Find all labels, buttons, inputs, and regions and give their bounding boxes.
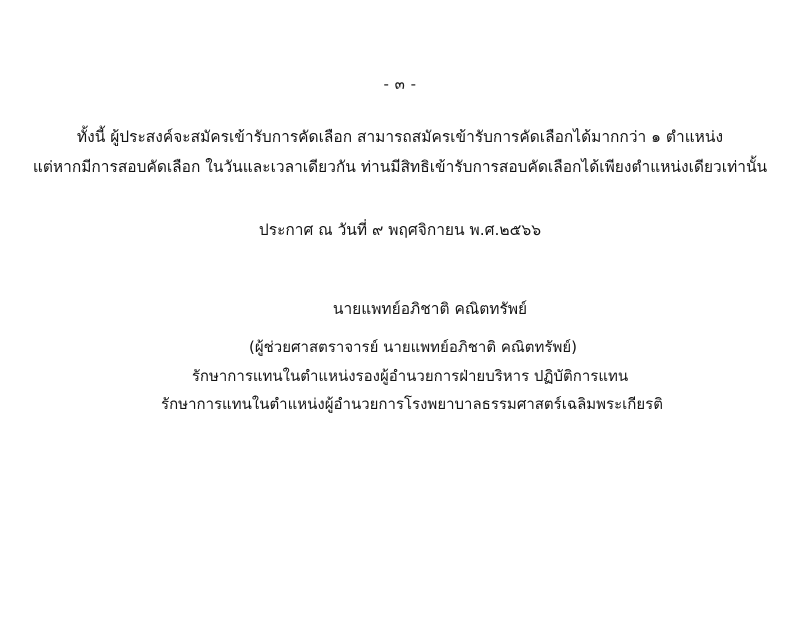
signatory-name: นายแพทย์อภิชาติ คณิตทรัพย์ — [332, 300, 528, 318]
signatory-role-line-1: รักษาการแทนในตำแหน่งรองผู้อำนวยการฝ่ายบริหาร ปฏิบัติการแทน — [191, 367, 629, 385]
document-page — [0, 72, 800, 622]
page-number: - ๓ - — [383, 75, 417, 93]
paragraph-line-2: แต่หากมีการสอบคัดเลือก ในวันและเวลาเดียวกัน ท่านมีสิทธิเข้ารับการสอบคัดเลือกได้เพียงตำแหน่งเดียวเท่านั้น — [32, 158, 768, 176]
announcement-date: ประกาศ ณ วันที่ ๙ พฤศจิกายน พ.ศ.๒๕๖๖ — [258, 221, 542, 239]
signatory-name-parenthetical: (ผู้ช่วยศาสตราจารย์ นายแพทย์อภิชาติ คณิตทรัพย์) — [248, 338, 578, 356]
body-paragraph — [0, 122, 800, 182]
signatory-role-line-2: รักษาการแทนในตำแหน่งผู้อำนวยการโรงพยาบาลธรรมศาสตร์เฉลิมพระเกียรติ — [161, 395, 663, 413]
paragraph-line-1: ทั้งนี้ ผู้ประสงค์จะสมัครเข้ารับการคัดเลือก สามารถสมัครเข้ารับการคัดเลือกได้มากกว่า ๑ ตำแหน่ง — [76, 128, 724, 146]
signature-block — [0, 294, 800, 418]
